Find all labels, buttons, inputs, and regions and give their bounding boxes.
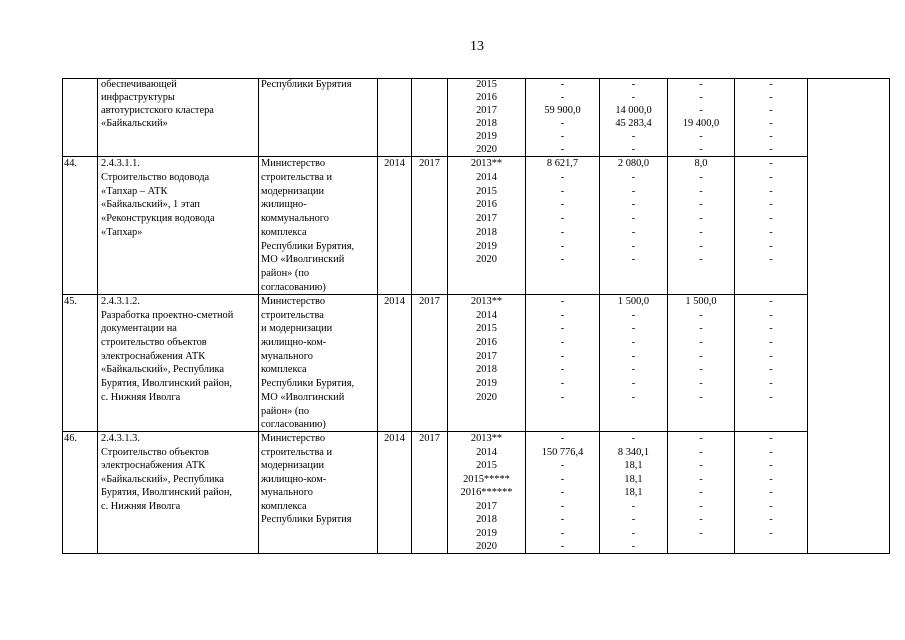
amount-column-1: - [560, 350, 565, 362]
financing-year: 2015 [476, 185, 497, 197]
measure-name: «Реконструкция водовода [101, 213, 215, 224]
financing-year: 2013** [470, 296, 503, 307]
measure-name: Строительство объектов [101, 446, 209, 458]
amount-column-4: - [769, 350, 773, 362]
amount-column-1: - [560, 144, 565, 156]
measure-name-cell [98, 157, 259, 295]
amount-column-3: - [699, 309, 703, 321]
financing-year-cell [448, 432, 526, 554]
responsible-agency: МО «Иволгинский [261, 391, 345, 403]
financing-year: 2013** [470, 433, 503, 444]
amount-column-1: - [560, 213, 565, 224]
financing-year: 2018 [476, 226, 497, 238]
measure-name: «Байкальский», Республика [101, 364, 225, 376]
amount-column-1: - [560, 226, 565, 238]
measure-name: «Байкальский» [101, 118, 168, 130]
amount-column-2: - [631, 527, 636, 539]
amount-column-1: - [560, 240, 565, 252]
end-year: 2017 [419, 296, 440, 307]
amount-column-3-cell [668, 432, 735, 554]
measure-name: электроснабжения АТК [101, 460, 206, 472]
row-number: 45. [64, 296, 77, 307]
start-year-cell [378, 432, 412, 554]
responsible-agency: Министерство [261, 433, 326, 444]
amount-column-4: - [769, 226, 773, 238]
amount-column-2: 18,1 [624, 460, 643, 472]
measure-name-cell [98, 295, 259, 432]
financing-year: 2016 [476, 199, 497, 211]
amount-column-3: - [699, 171, 703, 183]
financing-year: 2018 [476, 514, 497, 526]
amount-column-1: - [560, 79, 565, 90]
amount-column-4: - [769, 213, 773, 224]
end-year-cell [412, 78, 448, 157]
amount-column-3: - [699, 350, 703, 362]
amount-column-3: - [699, 226, 703, 238]
end-year: 2017 [419, 158, 440, 169]
amount-column-4: - [769, 433, 773, 444]
amount-column-3: - [699, 433, 703, 444]
responsible-agency: комплекса [261, 364, 307, 376]
amount-column-2: 14 000,0 [615, 105, 652, 117]
amount-column-1-cell [526, 295, 600, 432]
amount-column-1: - [560, 254, 565, 266]
amount-column-2: 1 500,0 [617, 296, 650, 307]
amount-column-1: - [560, 118, 565, 130]
amount-column-1: - [560, 541, 565, 553]
amount-column-1: - [560, 378, 565, 390]
responsible-agency: Министерство [261, 296, 326, 307]
amount-column-4: - [769, 323, 773, 335]
responsible-agency: согласованию) [261, 419, 326, 431]
amount-column-1: - [560, 296, 565, 307]
measure-name: обеспечивающей [101, 79, 177, 90]
responsible-agency: мунального [261, 350, 313, 362]
financing-year: 2015***** [463, 473, 510, 485]
amount-column-2: - [631, 131, 636, 143]
responsible-agency: модернизации [261, 460, 325, 472]
amount-column-3-cell [668, 157, 735, 295]
responsible-agency: строительства и [261, 171, 332, 183]
financing-year: 2017 [476, 350, 497, 362]
end-year-cell [412, 295, 448, 432]
amount-column-2: - [631, 254, 636, 266]
responsible-agency: и модернизации [261, 323, 333, 335]
financing-year-cell [448, 157, 526, 295]
amount-column-2-cell [600, 78, 668, 157]
amount-column-3: - [699, 460, 703, 472]
amount-column-4: - [769, 337, 773, 349]
measure-name: с. Нижняя Иволга [101, 391, 181, 403]
amount-column-3: - [699, 487, 703, 499]
amount-column-2-cell [600, 432, 668, 554]
financing-year: 2017 [476, 105, 497, 117]
amount-column-4: - [769, 92, 773, 104]
amount-column-3: - [699, 199, 703, 211]
financing-year: 2015 [476, 323, 497, 335]
financing-year: 2019 [476, 527, 497, 539]
amount-column-4: - [769, 378, 773, 390]
financing-year: 2019 [476, 131, 497, 143]
amount-column-1: - [560, 171, 565, 183]
end-year [412, 78, 447, 91]
amount-column-3-cell [668, 78, 735, 157]
measure-name: 2.4.3.1.1. [101, 158, 140, 169]
measure-name: Бурятия, Иволгинский район, [101, 378, 233, 390]
financing-year: 2015 [476, 460, 497, 472]
amount-column-3: - [699, 323, 703, 335]
amount-column-2: - [631, 514, 636, 526]
amount-column-3: - [699, 240, 703, 252]
amount-column-3: - [699, 473, 703, 485]
amount-column-1: - [560, 131, 565, 143]
page-number: 13 [470, 39, 484, 54]
responsible-agency: район» (по [261, 268, 310, 279]
measure-name: инфраструктуры [101, 92, 175, 104]
responsible-agency: Республики Бурятия, [261, 378, 355, 390]
responsible-agency: Республики Бурятия [261, 79, 352, 90]
amount-column-1: - [560, 500, 565, 512]
responsible-agency: согласованию) [261, 281, 326, 293]
amount-column-2: 8 340,1 [617, 446, 650, 458]
amount-column-3: - [699, 500, 703, 512]
responsible-agency: модернизации [261, 185, 325, 197]
amount-column-1: - [560, 473, 565, 485]
responsible-agency: Республики Бурятия [261, 514, 352, 526]
measure-name: «Тапхар» [101, 226, 143, 238]
amount-column-2: - [631, 213, 636, 224]
financing-year-cell [448, 78, 526, 157]
measure-name: «Байкальский», 1 этап [101, 199, 200, 211]
amount-column-1-cell [526, 157, 600, 295]
amount-column-4: - [769, 199, 773, 211]
measure-name: строительство объектов [101, 337, 207, 349]
amount-column-4: - [769, 460, 773, 472]
amount-column-3: - [699, 105, 703, 117]
amount-column-1: - [560, 433, 565, 444]
amount-column-4: - [769, 364, 773, 376]
financing-year: 2014 [476, 446, 497, 458]
amount-column-3: 19 400,0 [682, 118, 720, 130]
amount-column-4: - [769, 500, 773, 512]
responsible-agency: строительства и [261, 446, 332, 458]
amount-column-2-cell [600, 295, 668, 432]
amount-column-4-cell [735, 295, 808, 432]
blank-column-cell [808, 78, 890, 554]
amount-column-3: - [699, 527, 703, 539]
amount-column-1: - [560, 309, 565, 321]
row-number: 46. [64, 433, 77, 444]
amount-column-3: - [699, 79, 703, 90]
amount-column-1: - [560, 487, 565, 499]
amount-column-4 [735, 540, 807, 554]
amount-column-1: - [560, 199, 565, 211]
responsible-agency: коммунального [261, 213, 330, 224]
amount-column-1: - [560, 185, 565, 197]
measure-name: 2.4.3.1.2. [101, 296, 140, 307]
responsible-agency-cell [259, 78, 378, 157]
amount-column-1-cell [526, 78, 600, 157]
responsible-agency: Министерство [261, 158, 326, 169]
financing-year: 2020 [476, 391, 497, 403]
amount-column-2: - [631, 199, 636, 211]
row-number-cell [62, 157, 98, 295]
row-number-cell [62, 295, 98, 432]
amount-column-2: 18,1 [624, 473, 643, 485]
measure-name: электроснабжения АТК [101, 350, 206, 362]
amount-column-3: - [699, 378, 703, 390]
amount-column-3-cell [668, 295, 735, 432]
amount-column-2: - [631, 171, 636, 183]
amount-column-1: 150 776,4 [541, 446, 584, 458]
financing-year: 2016 [476, 92, 497, 104]
amount-column-3: 1 500,0 [685, 296, 717, 307]
amount-column-1: - [560, 527, 565, 539]
measure-name: Разработка проектно-сметной [101, 309, 234, 321]
amount-column-4: - [769, 487, 773, 499]
amount-column-2: - [631, 364, 636, 376]
start-year: 2014 [384, 158, 405, 169]
amount-column-2: 45 283,4 [615, 118, 652, 130]
amount-column-3: - [699, 254, 703, 266]
amount-column-4: - [769, 473, 773, 485]
amount-column-1: - [560, 92, 565, 104]
amount-column-2: - [631, 433, 636, 444]
amount-column-4: - [769, 296, 773, 307]
responsible-agency: строительства [261, 309, 324, 321]
start-year: 2014 [384, 433, 405, 444]
amount-column-4: - [769, 79, 773, 90]
responsible-agency: Республики Бурятия, [261, 240, 355, 252]
financing-year: 2018 [476, 364, 497, 376]
amount-column-1: - [560, 337, 565, 349]
amount-column-4: - [769, 171, 773, 183]
amount-column-4: - [769, 391, 773, 403]
financing-year: 2017 [476, 500, 497, 512]
financing-year: 2015 [476, 79, 497, 90]
amount-column-4-cell [735, 78, 808, 157]
start-year: 2014 [384, 296, 405, 307]
measure-name: «Байкальский», Республика [101, 473, 225, 485]
measure-name: с. Нижняя Иволга [101, 500, 181, 512]
amount-column-1: - [560, 364, 565, 376]
amount-column-4: - [769, 131, 773, 143]
amount-column-2: - [631, 337, 636, 349]
start-year-cell [378, 295, 412, 432]
amount-column-2: - [631, 185, 636, 197]
amount-column-3 [668, 540, 734, 554]
amount-column-2: - [631, 144, 636, 156]
measure-name: 2.4.3.1.3. [101, 433, 140, 444]
amount-column-4: - [769, 105, 773, 117]
amount-column-1: - [560, 460, 565, 472]
measure-name: автотуристского кластера [101, 105, 214, 117]
amount-column-4: - [769, 185, 773, 197]
measure-name: «Тапхар – АТК [101, 185, 168, 197]
amount-column-2: - [631, 226, 636, 238]
amount-column-1: - [560, 391, 565, 403]
amount-column-3: - [699, 337, 703, 349]
start-year-cell [378, 157, 412, 295]
amount-column-2: - [631, 309, 636, 321]
responsible-agency: МО «Иволгинский [261, 254, 345, 266]
responsible-agency: комплекса [261, 226, 307, 238]
financing-year: 2019 [476, 378, 497, 390]
amount-column-3: - [699, 185, 703, 197]
measure-name-cell [98, 78, 259, 157]
amount-column-4: - [769, 254, 773, 266]
amount-column-2: 2 080,0 [617, 158, 650, 169]
amount-column-2: - [631, 391, 636, 403]
amount-column-2: 18,1 [624, 487, 643, 499]
financing-year: 2020 [476, 144, 497, 156]
amount-column-4: - [769, 158, 773, 169]
end-year-cell [412, 157, 448, 295]
amount-column-2: - [631, 500, 636, 512]
amount-column-4: - [769, 527, 773, 539]
amount-column-3: - [699, 144, 703, 156]
financing-year: 2016 [476, 337, 497, 349]
measure-name: документации на [101, 323, 177, 335]
amount-column-1: - [560, 514, 565, 526]
amount-column-3: - [699, 391, 703, 403]
row-number [64, 78, 97, 91]
amount-column-4: - [769, 118, 773, 130]
amount-column-3: - [699, 514, 703, 526]
responsible-agency: комплекса [261, 500, 307, 512]
responsible-agency-cell [259, 295, 378, 432]
start-year [378, 78, 411, 91]
financing-year: 2020 [476, 541, 497, 553]
responsible-agency: жилищно- [261, 199, 307, 211]
amount-column-3: 8,0 [694, 158, 708, 169]
row-number-cell [62, 432, 98, 554]
amount-column-4: - [769, 144, 773, 156]
financing-year: 2013** [470, 158, 503, 169]
amount-column-2: - [631, 240, 636, 252]
responsible-agency: мунального [261, 487, 313, 499]
amount-column-2: - [631, 541, 636, 553]
financing-year: 2020 [476, 254, 497, 266]
amount-column-1: 59 900,0 [544, 105, 581, 117]
responsible-agency: жилищно-ком- [261, 337, 327, 349]
amount-column-3: - [699, 364, 703, 376]
amount-column-2: - [631, 378, 636, 390]
amount-column-2: - [631, 92, 636, 104]
amount-column-2: - [631, 323, 636, 335]
amount-column-1-cell [526, 432, 600, 554]
financing-year: 2014 [476, 309, 497, 321]
financing-year: 2019 [476, 240, 497, 252]
amount-column-1: 8 621,7 [546, 158, 579, 169]
program-table [62, 78, 890, 554]
financing-year: 2016****** [460, 487, 513, 499]
row-number: 44. [64, 158, 77, 169]
amount-column-4: - [769, 446, 773, 458]
responsible-agency: жилищно-ком- [261, 473, 327, 485]
amount-column-2: - [631, 79, 636, 90]
amount-column-2: - [631, 350, 636, 362]
responsible-agency-cell [259, 432, 378, 554]
measure-name: Строительство водовода [101, 171, 210, 183]
amount-column-1: - [560, 323, 565, 335]
start-year-cell [378, 78, 412, 157]
responsible-agency-cell [259, 157, 378, 295]
end-year: 2017 [419, 433, 440, 444]
amount-column-3: - [699, 446, 703, 458]
amount-column-2-cell [600, 157, 668, 295]
financing-year: 2018 [476, 118, 497, 130]
amount-column-4-cell [735, 432, 808, 554]
amount-column-3: - [699, 213, 703, 224]
row-number-cell [62, 78, 98, 157]
amount-column-4: - [769, 309, 773, 321]
responsible-agency: район» (по [261, 405, 310, 417]
amount-column-4: - [769, 240, 773, 252]
amount-column-4-cell [735, 157, 808, 295]
amount-column-3: - [699, 131, 703, 143]
amount-column-3: - [699, 92, 703, 104]
measure-name-cell [98, 432, 259, 554]
financing-year-cell [448, 295, 526, 432]
financing-year: 2017 [476, 213, 497, 224]
financing-year: 2014 [476, 171, 497, 183]
end-year-cell [412, 432, 448, 554]
amount-column-4: - [769, 514, 773, 526]
measure-name: Бурятия, Иволгинский район, [101, 487, 233, 499]
